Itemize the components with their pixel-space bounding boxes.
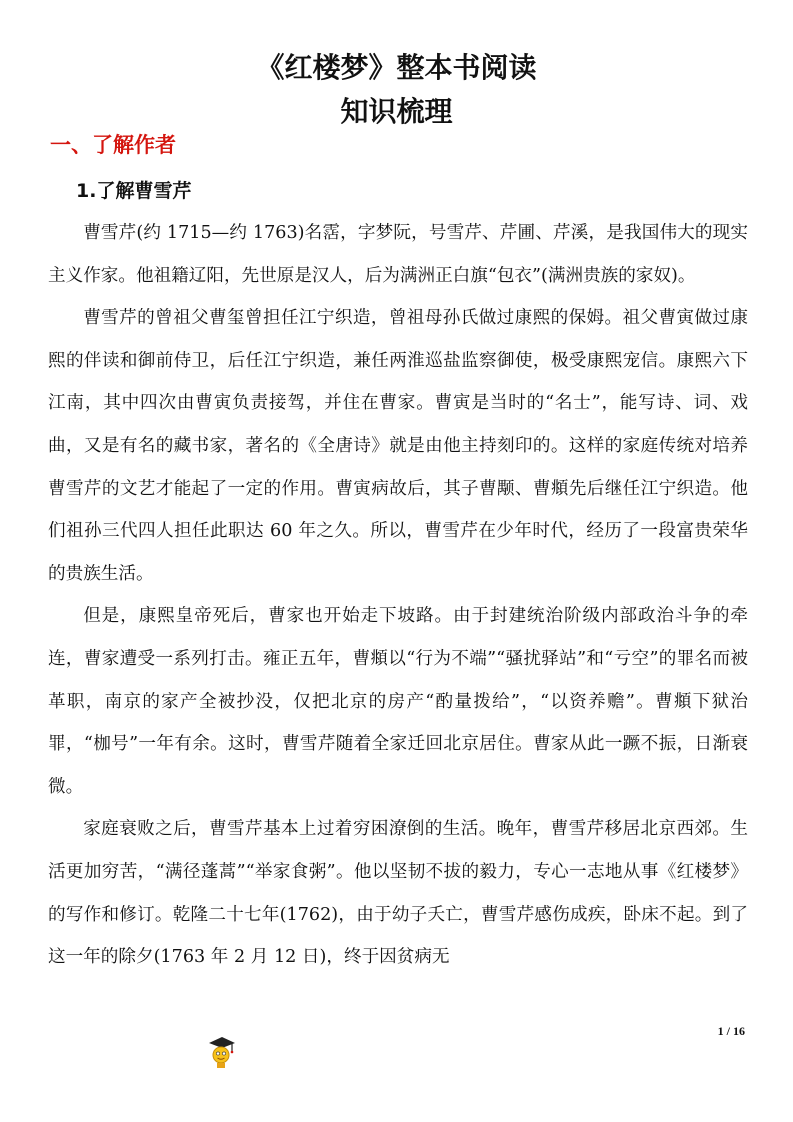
paragraph: 曹雪芹(约 1715—约 1763)名霑，字梦阮，号雪芹、芹圃、芹溪，是我国伟大的现实主义作家。他祖籍辽阳，先世原是汉人，后为满洲正白旗“包衣”(满洲贵族的家奴)。 [48,223,748,286]
page-number: 1 / 16 [717,1024,745,1038]
subsection-heading: 1.了解曹雪芹 [76,180,192,202]
body-text [48,212,748,979]
paragraph: 但是，康熙皇帝死后，曹家也开始走下坡路。由于封建统治阶级内部政治斗争的牵连，曹家遭受一系列打击。雍正五年，曹頫以“行为不端”“骚扰驿站”和“亏空”的罪名而被革职，南京的家产全被抄没，仅把北京的房产“酌量拨给”，“以资养赡”。曹頫下狱治罪，“枷号”一年有余。这时，曹雪芹随着全家迁回北京居住。曹家从此一蹶不振，日渐衰微。 [48,606,748,797]
paragraph: 家庭衰败之后，曹雪芹基本上过着穷困潦倒的生活。晚年，曹雪芹移居北京西郊。生活更加穷苦，“满径蓬蒿”“举家食粥”。他以坚韧不拔的毅力，专心一志地从事《红楼梦》的写作和修订。乾隆二十七年(1762)，由于幼子夭亡，曹雪芹感伤成疾，卧床不起。到了这一年的除夕(1763 年 2 月 12 日)，终于因贫病无 [48,819,748,968]
section-heading: 一、了解作者 [50,133,176,157]
student-graduation-cap-icon [205,1034,237,1070]
paragraph: 曹雪芹的曾祖父曹玺曾担任江宁织造，曾祖母孙氏做过康熙的保姆。祖父曹寅做过康熙的伴读和御前侍卫，后任江宁织造，兼任两淮巡盐监察御使，极受康熙宠信。康熙六下江南，其中四次由曹寅负责接驾，并住在曹家。曹寅是当时的“名士”，能写诗、词、戏曲，又是有名的藏书家，著名的《全唐诗》就是由他主持刻印的。这样的家庭传统对培养曹雪芹的文艺才能起了一定的作用。曹寅病故后，其子曹颙、曹頫先后继任江宁织造。他们祖孙三代四人担任此职达 60 年之久。所以，曹雪芹在少年时代，经历了一段富贵荣华的贵族生活。 [48,308,748,584]
document-title: 《红楼梦》整本书阅读 [256,51,537,84]
document-subtitle: 知识梳理 [340,95,453,128]
